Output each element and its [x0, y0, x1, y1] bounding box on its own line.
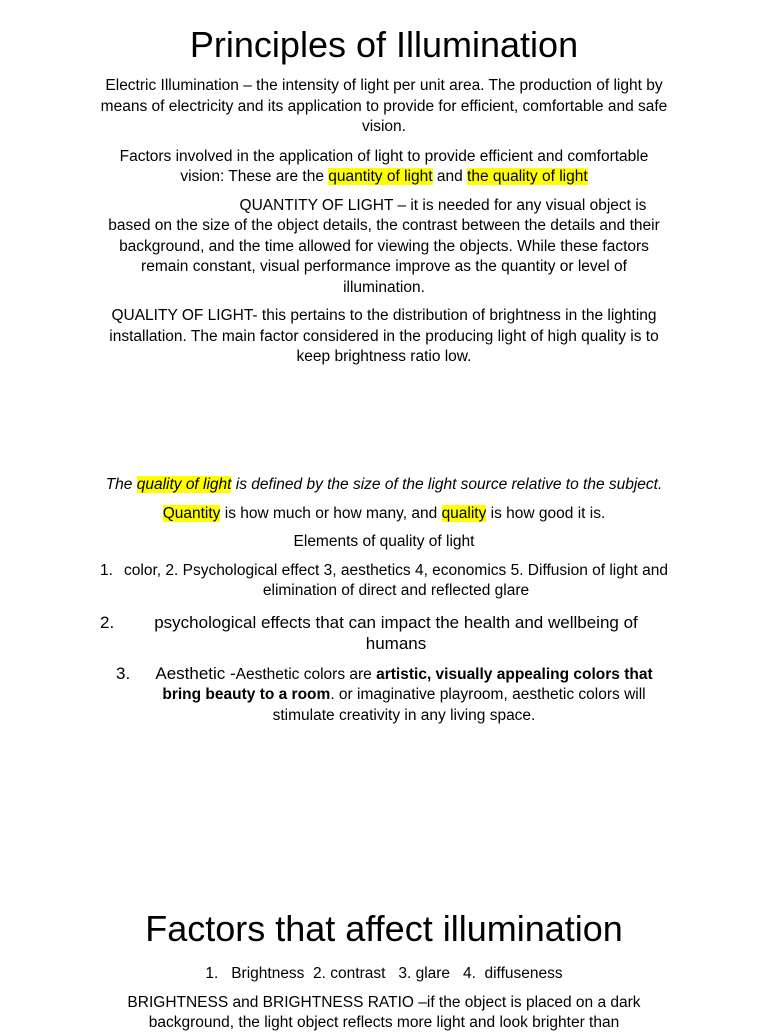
list-item [100, 612, 668, 654]
list-item-text: . or imaginative playroom, aesthetic colors will stimulate creativity in any living space. [272, 686, 646, 724]
paragraph-factors [100, 147, 668, 188]
paragraph-text: Factors involved in the application of light to provide efficient and comfortable vision: These are the [119, 147, 649, 185]
slide-quality-of-light [0, 475, 768, 726]
slide-factors [0, 908, 768, 1034]
list-item-text: Aesthetic colors are [235, 665, 377, 683]
paragraph-quantity-of-light: QUANTITY OF LIGHT – it is needed for any visual object is based on the size of the object details, the contrast between the details and their background, and the time allowed for viewing the objects. While these factors remain constant, visual performance improve as the quantity or level of illumination. [108, 196, 660, 296]
highlight-quantity: quantity of light [328, 168, 433, 185]
list-item [100, 561, 668, 602]
paragraph-text: and [432, 168, 468, 185]
list-number: 3. [116, 663, 131, 683]
highlight-quantity-word: Quantity [162, 504, 221, 522]
list-item-text: psychological effects that can impact the health and wellbeing of humans [154, 612, 638, 653]
slide-title: Factors that affect illumination [145, 908, 623, 949]
list-number: 2. [100, 612, 115, 632]
highlight-quality-of-light: quality of light [136, 476, 232, 493]
list-item-text: color, 2. Psychological effect 3, aesthetics 4, economics 5. Diffusion of light and elimination of direct and reflected glare [124, 561, 668, 599]
quantity-vs-quality [100, 504, 668, 525]
elements-heading: Elements of quality of light [293, 533, 475, 550]
factors-list: 1. Brightness 2. contrast 3. glare 4. diffuseness [205, 965, 563, 982]
slide-title: Principles of Illumination [189, 24, 579, 65]
list-item-lead: Aesthetic - [155, 663, 236, 683]
list-item [100, 664, 668, 727]
paragraph-electric-illumination: Electric Illumination – the intensity of light per unit area. The production of light by means of electricity and its application to provide for efficient, comfortable and safe vision. [100, 77, 668, 135]
quote-text: is defined by the size of the light source relative to the subject. [231, 476, 663, 493]
quote-text: The [105, 476, 137, 493]
slide-principles [0, 24, 768, 368]
highlight-quality: the quality of light [467, 168, 588, 185]
list-item-bold: artistic, visually appealing colors that bring beauty to a room [162, 665, 653, 703]
paragraph-quality-of-light: QUALITY OF LIGHT- this pertains to the distribution of brightness in the lighting installation. The main factor considered in the producing light of high quality is to keep brightness ratio low. [109, 307, 659, 365]
highlight-quality-word: quality [441, 504, 487, 522]
list-number: 1. [100, 561, 113, 579]
sentence-text: is how much or how many, and [220, 504, 442, 522]
sentence-text: is how good it is. [486, 504, 606, 522]
quote-quality-definition [100, 475, 668, 496]
paragraph-brightness: BRIGHTNESS and BRIGHTNESS RATIO –if the object is placed on a dark background, the light object reflects more light and look brighter than [127, 993, 641, 1031]
